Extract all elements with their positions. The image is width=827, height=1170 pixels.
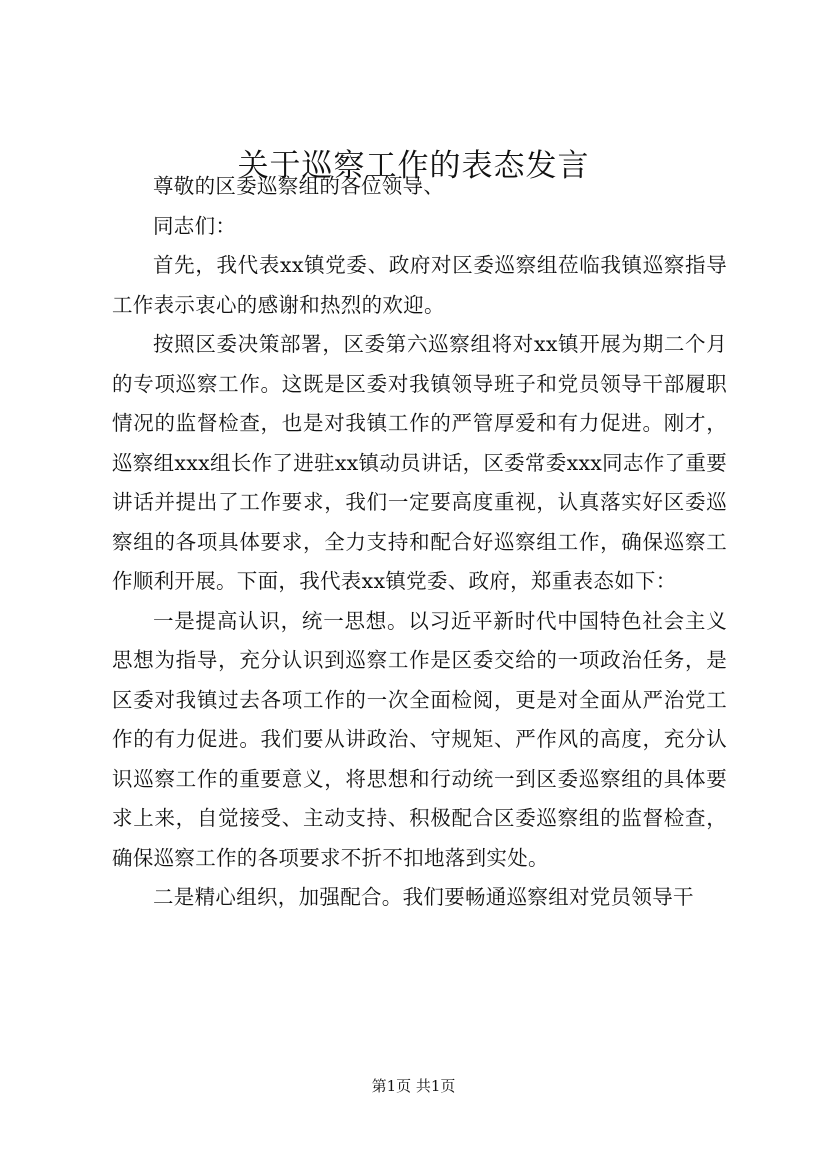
salutation-line: 尊敬的区委巡察组的各位领导、	[153, 174, 445, 198]
body-paragraph: 按照区委决策部署，区委第六巡察组将对xx镇开展为期二个月的专项巡察工作。这既是区委对我镇领导班子和党员领导干部履职情况的监督检查，也是对我镇工作的严管厚爱和有力促进。刚才，巡察组xxx组长作了进驻xx镇动员讲话，区委常委xxx同志作了重要讲话并提出了工作要求，我们一定要高度重视，认真落实好区委巡察组的各项具体要求，全力支持和配合好巡察组工作，确保巡察工作顺利开展。下面，我代表xx镇党委、政府，郑重表态如下：	[112, 332, 727, 593]
body-paragraph: 二是精心组织，加强配合。我们要畅通巡察组对党员领导干	[153, 885, 694, 909]
document-title: 关于巡察工作的表态发言	[237, 148, 590, 184]
body-paragraph: 首先，我代表xx镇党委、政府对区委巡察组莅临我镇巡察指导工作表示衷心的感谢和热烈的欢迎。	[112, 253, 727, 317]
document-body	[112, 167, 727, 918]
page-footer: 第1页 共1页	[371, 1077, 456, 1095]
salutation-line: 同志们：	[153, 213, 237, 238]
body-paragraph: 一是提高认识，统一思想。以习近平新时代中国特色社会主义思想为指导，充分认识到巡察工作是区委交给的一项政治任务，是区委对我镇过去各项工作的一次全面检阅，更是对全面从严治党工作的有力促进。我们要从讲政治、守规矩、严作风的高度，充分认识巡察工作的重要意义，将思想和行动统一到区委巡察组的具体要求上来，自觉接受、主动支持、积极配合区委巡察组的监督检查，确保巡察工作的各项要求不折不扣地落到实处。	[112, 608, 727, 870]
